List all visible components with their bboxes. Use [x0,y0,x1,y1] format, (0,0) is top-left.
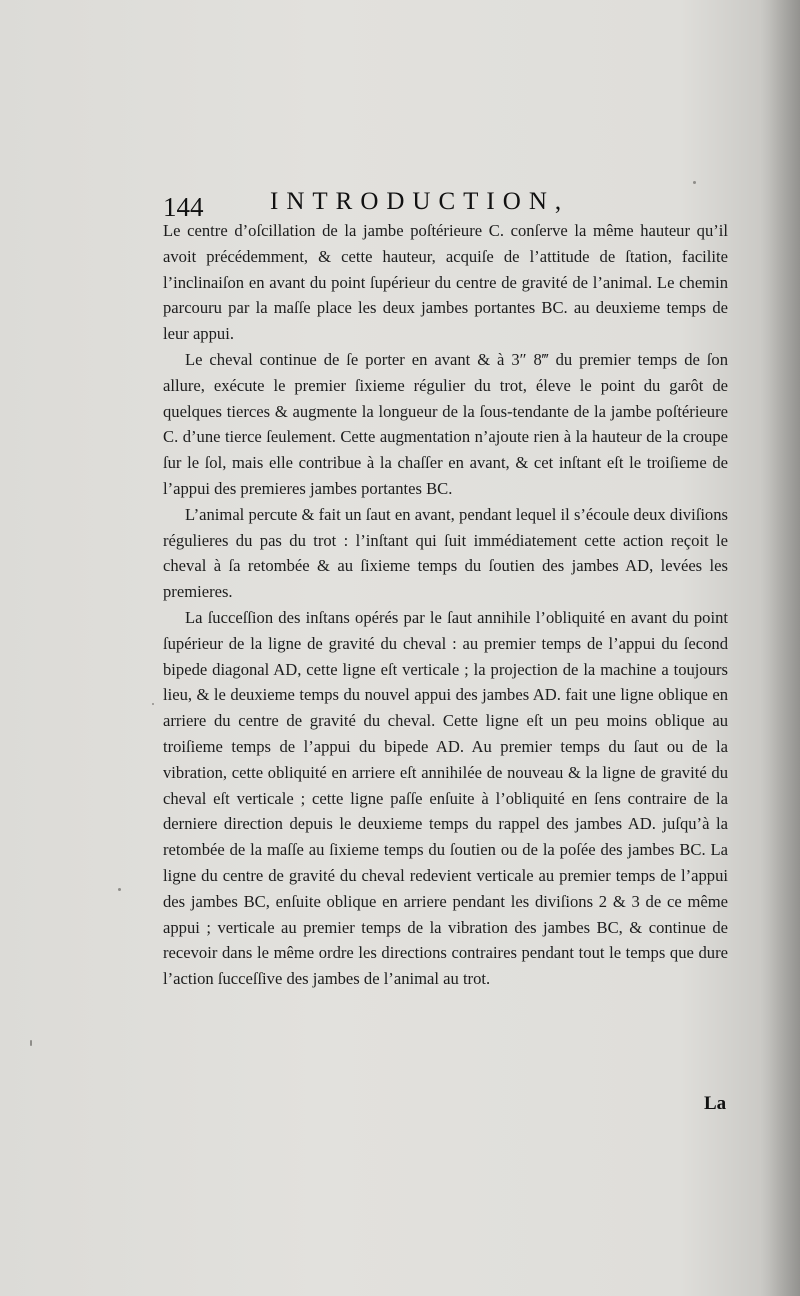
page-number: 144 [163,192,204,222]
paper-speck [30,1040,32,1046]
paragraph-2: Le cheval continue de ſe porter en avant & à 3″ 8‴ du premier temps de ſon allure, exécute le premier ſixieme régulier du trot, éleve le point du garôt de quelques tierces & augmente la longueur de la ſous-tendante de la jambe poſtérieure C. d’une tierce ſeulement. Cette augmentation n’ajoute rien à la hauteur de la croupe ſur le ſol, mais elle contribue à la chaſſer en avant, & cet inſtant eſt le troiſieme de l’appui des premieres jambes portantes BC. [163,349,728,498]
paper-speck [693,181,696,184]
body-text [163,218,728,992]
paper-speck [118,888,121,891]
paragraph-3: L’animal percute & fait un ſaut en avant, pendant lequel il s’écoule deux diviſions régulieres du pas du trot : l’inſtant qui ſuit immédiatement cette action reçoit le cheval à ſa retombée & au ſixieme temps du ſoutien des jambes AD, levées les premieres. [163,504,728,602]
paragraph-4: La ſucceſſion des inſtans opérés par le ſaut annihile l’obliquité en avant du point ſupérieur de la ligne de gravité du cheval : au premier temps de l’appui du ſecond bipede diagonal AD, cette ligne eſt verticale ; la projection de la machine a toujours lieu, & le deuxieme temps du nouvel appui des jambes AD. fait une ligne oblique en arriere du centre de gravité du cheval. Cette ligne eſt un peu moins oblique au troiſieme temps de l’appui du bipede AD. Au premier temps du ſaut ou de la vibration, cette obliquité en arriere eſt annihilée de nouveau & la ligne de gravité du cheval eſt verticale ; cette ligne paſſe enſuite à l’obliquité en ſens contraire de la derniere direction depuis le deuxieme temps du rappel des jambes AD. juſqu’à la retombée de la maſſe au ſixieme temps du ſoutien ou de la poſée des jambes BC. La ligne du centre de gravité du cheval redevient verticale au premier temps de l’appui des jambes BC, enſuite oblique en arriere pendant les diviſions 2 & 3 de ce même appui ; verticale au premier temps de la vibration des jambes BC, & continue de recevoir dans le même ordre les directions contraires pendant tout le temps que dure l’action ſucceſſive des jambes de l’animal au trot. [163,607,728,989]
page-edge-shadow [760,0,800,1296]
paragraph-1: Le centre d’oſcillation de la jambe poſtérieure C. conſerve la même hauteur qu’il avoit précédemment, & cette hauteur, acquiſe de l’attitude de ſtation, facilite l’inclinaiſon en avant du point ſupérieur du centre de gravité de l’animal. Le chemin parcouru par la maſſe place les deux jambes portantes BC. au deuxieme temps de leur appui. [163,221,728,344]
catchword: La [704,1093,727,1114]
running-head: INTRODUCTION, [270,188,570,215]
page-header [160,186,740,220]
paper-speck [152,703,154,705]
